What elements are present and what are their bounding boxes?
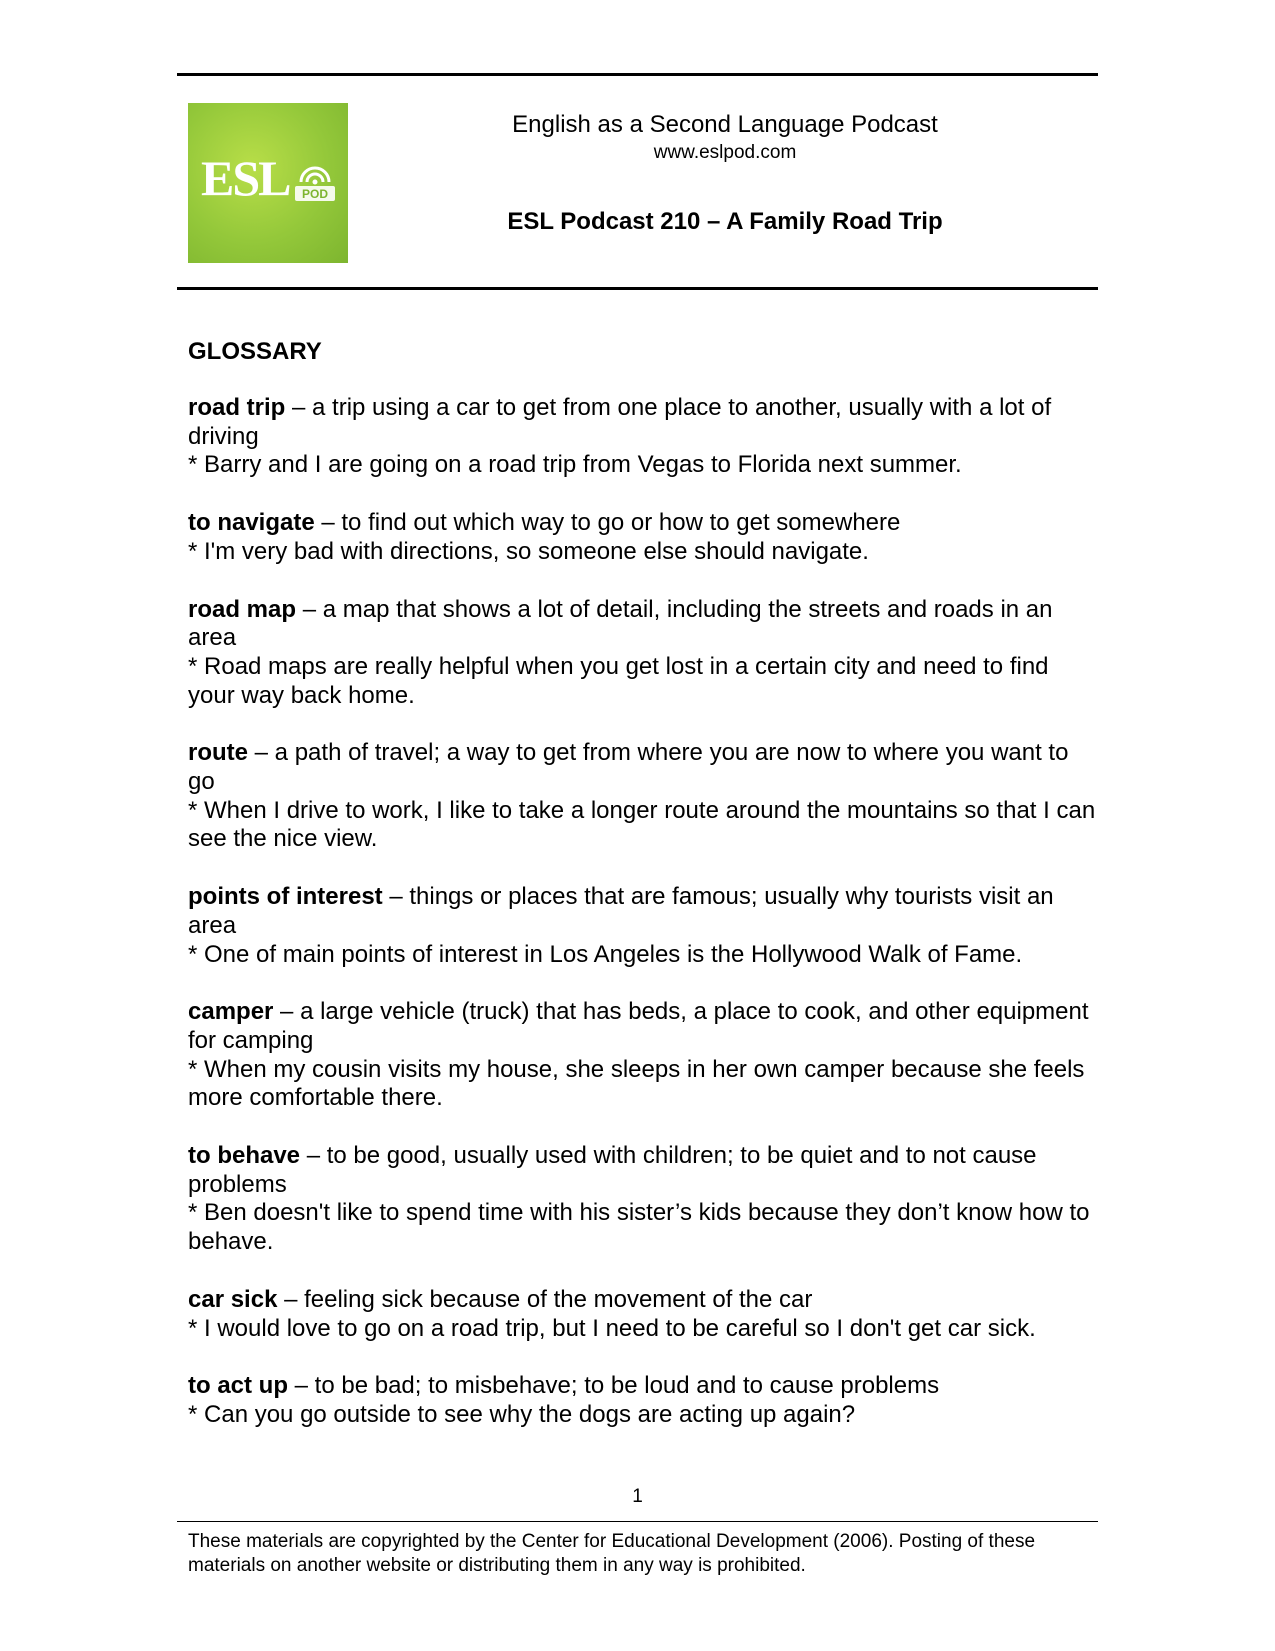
copyright-notice: These materials are copyrighted by the Center for Educational Development (2006). Posting of these materials on another website or distributing them in any way is prohibited. (188, 1531, 1036, 1576)
episode-title: ESL Podcast 210 – A Family Road Trip (507, 208, 943, 235)
glossary-entry (188, 394, 1098, 480)
entry-definition-text: – a large vehicle (truck) that has beds, a place to cook, and other equipment for camping (188, 998, 1089, 1054)
glossary-entry (188, 883, 1098, 969)
glossary-entry (188, 1286, 1098, 1343)
entry-definition-text: – a path of travel; a way to get from where you are now to where you want to go (188, 739, 1069, 796)
glossary-entry (188, 1142, 1098, 1257)
logo-badge: POD (301, 187, 329, 201)
website-url: www.eslpod.com (653, 142, 797, 163)
entry-definition (188, 1142, 1098, 1199)
entry-example: * Road maps are really helpful when you get lost in a certain city and need to find your way back home. (188, 652, 1049, 709)
entry-example: * Can you go outside to see why the dogs are acting up again? (188, 1400, 856, 1428)
entry-example: * Ben doesn't like to spend time with his sister’s kids because they don’t know how to behave. (188, 1199, 1090, 1256)
entry-definition (188, 1286, 1098, 1315)
entry-definition-text: – to find out which way to go or how to get somewhere (314, 509, 901, 537)
glossary-entry (188, 596, 1098, 711)
entry-term: to behave (188, 1142, 301, 1170)
entry-term: road map (188, 595, 297, 623)
entry-definition (188, 509, 1098, 538)
header-bottom-rule (177, 287, 1098, 290)
glossary-entry (188, 998, 1098, 1113)
entry-example: * One of main points of interest in Los Angeles is the Hollywood Walk of Fame. (188, 940, 1023, 968)
entry-example: * Barry and I are going on a road trip from Vegas to Florida next summer. (188, 451, 962, 479)
logo-text: ESL (201, 150, 290, 206)
entry-definition (188, 739, 1098, 796)
entry-term: road trip (188, 394, 286, 421)
entry-term: points of interest (188, 883, 383, 911)
entry-definition-text: – a trip using a car to get from one place to another, usually with a lot of driving (188, 394, 1052, 450)
entry-example: * I'm very bad with directions, so someone else should navigate. (188, 537, 869, 565)
entry-term: to navigate (188, 509, 315, 537)
entry-definition-text: – a map that shows a lot of detail, including the streets and roads in an area (188, 595, 1053, 652)
entry-definition (188, 998, 1098, 1055)
glossary-entry (188, 1372, 1098, 1429)
entry-definition (188, 883, 1098, 940)
entry-example: * When my cousin visits my house, she sleeps in her own camper because she feels more comfortable there. (188, 1055, 1085, 1112)
entry-term: route (188, 739, 248, 767)
esl-pod-logo (188, 103, 348, 263)
entry-example: * When I drive to work, I like to take a longer route around the mountains so that I can see the nice view. (188, 796, 1096, 853)
page-number: 1 (632, 1486, 643, 1507)
entry-definition (188, 596, 1098, 653)
glossary-entry (188, 739, 1098, 854)
entry-definition-text: – to be bad; to misbehave; to be loud and to cause problems (288, 1372, 940, 1400)
podcast-icon (293, 160, 337, 204)
footer-rule (177, 1521, 1098, 1522)
entry-definition (188, 1372, 1098, 1401)
entry-definition-text: – feeling sick because of the movement of the car (277, 1285, 813, 1313)
podcast-title: English as a Second Language Podcast (512, 111, 938, 138)
entry-example: * I would love to go on a road trip, but I need to be careful so I don't get car sick. (188, 1314, 1036, 1342)
glossary-list (188, 394, 1098, 1459)
entry-term: car sick (188, 1285, 278, 1313)
glossary-entry (188, 509, 1098, 566)
glossary-heading: GLOSSARY (188, 338, 322, 365)
entry-definition-text: – things or places that are famous; usually why tourists visit an area (188, 883, 1054, 939)
header-top-rule (177, 73, 1098, 76)
entry-term: camper (188, 998, 274, 1026)
entry-definition (188, 394, 1098, 451)
entry-definition-text: – to be good, usually used with children; to be quiet and to not cause problems (188, 1142, 1037, 1198)
entry-term: to act up (188, 1372, 288, 1400)
